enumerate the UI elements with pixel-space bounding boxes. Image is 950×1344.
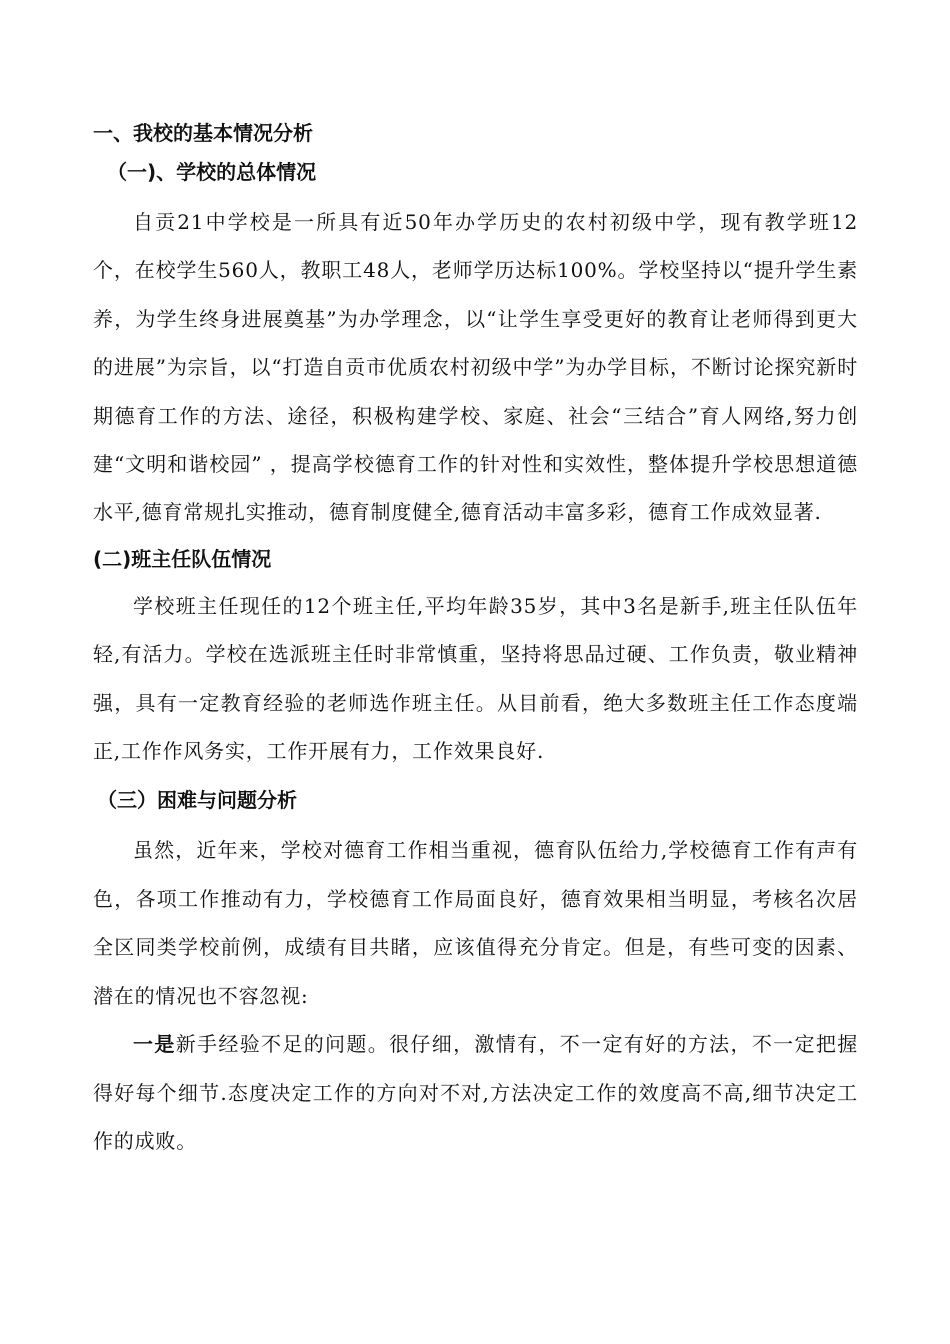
subsection-2-title: (二)班主任队伍情况 xyxy=(93,546,272,571)
subsection-2-paragraph: 学校班主任现任的12个班主任,平均年龄35岁，其中3名是新手,班主任队伍年轻,有活力。学校在选派班主任时非常慎重，坚持将思品过硬、工作负责，敬业精神强，具有一定教育经验的老师选作班主任。从目前看，绝大多数班主任工作态度端正,工作作风务实，工作开展有力，工作效果良好. xyxy=(93,593,858,764)
point-1-text: 新手经验不足的问题。很仔细，激情有，不一定有好的方法，不一定把握得好每个细节.态度决定工作的方向对不对,方法决定工作的效度高不高,细节决定工作的成败。 xyxy=(93,1032,858,1153)
subsection-3-title: （三）困难与问题分析 xyxy=(97,788,297,813)
point-1-lead: 一是 xyxy=(133,1032,176,1057)
point-1-paragraph xyxy=(93,1020,858,1165)
section-title: 一、我校的基本情况分析 xyxy=(93,121,313,145)
document-body xyxy=(93,121,858,1165)
subsection-1-title: （一)、学校的总体情况 xyxy=(107,160,317,184)
subsection-3-paragraph: 虽然，近年来，学校对德育工作相当重视，德育队伍给力,学校德育工作有声有色，各项工作推动有力，学校德育工作局面良好，德育效果相当明显，考核名次居全区同类学校前例，成绩有目共睹，应该值得充分肯定。但是，有些可变的因素、潜在的情况也不容忽视: xyxy=(93,838,858,1008)
subsection-1-paragraph: 自贡21中学校是一所具有近50年办学历史的农村初级中学，现有教学班12个，在校学生560人，教职工48人，老师学历达标100%。学校坚持以“提升学生素养，为学生终身进展奠基”为办学理念，以“让学生享受更好的教育让老师得到更大的进展”为宗旨，以“打造自贡市优质农村初级中学”为办学目标，不断讨论探究新时期德育工作的方法、途径，积极构建学校、家庭、社会“三结合”育人网络,努力创建“文明和谐校园” ，提高学校德育工作的针对性和实效性，整体提升学校思想道德水平,德育常规扎实推动，德育制度健全,德育活动丰富多彩，德育工作成效显著. xyxy=(93,210,858,525)
